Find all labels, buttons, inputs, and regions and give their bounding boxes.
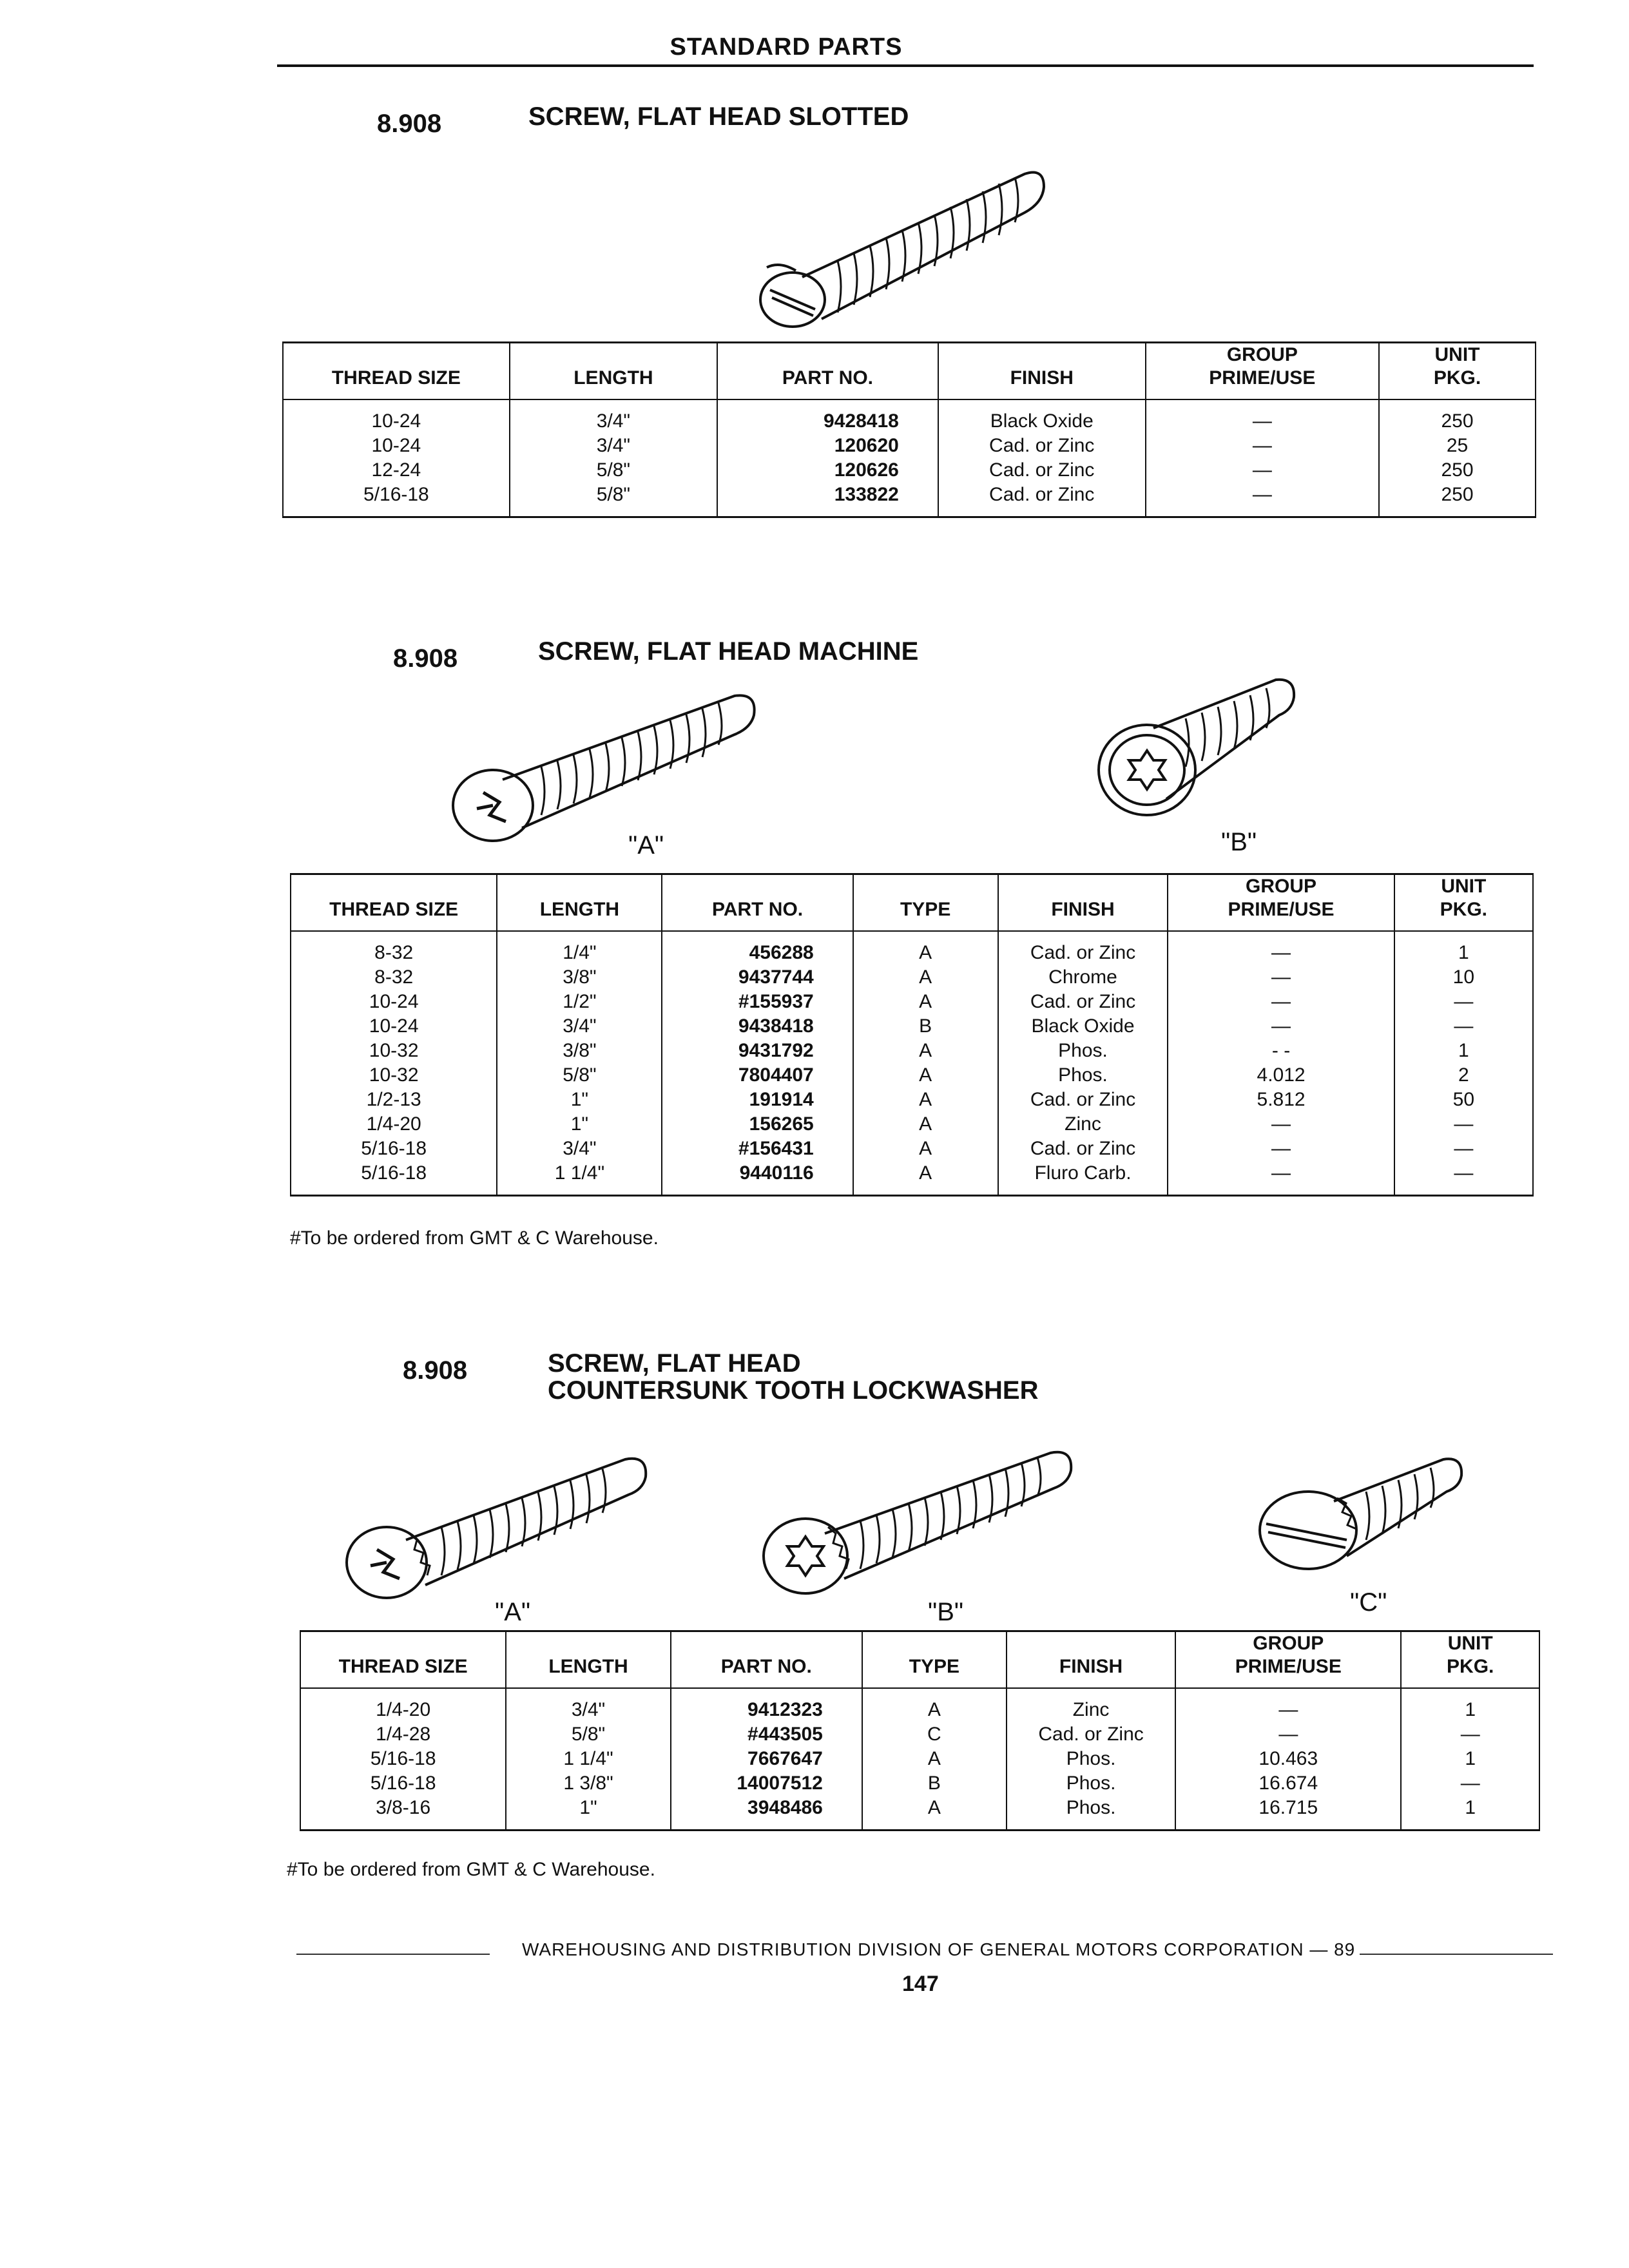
cell-group: — xyxy=(1168,1137,1394,1161)
cell-part-no: 156265 xyxy=(662,1112,853,1137)
col-group: GROUP PRIME/USE xyxy=(1168,874,1394,932)
cell-finish: Fluro Carb. xyxy=(998,1161,1168,1196)
cell-length: 1/2" xyxy=(497,990,662,1014)
cell-thread-size: 8-32 xyxy=(291,931,497,965)
cell-unit: 250 xyxy=(1379,399,1536,434)
cell-group: 5.812 xyxy=(1168,1088,1394,1112)
cell-finish: Cad. or Zinc xyxy=(998,1088,1168,1112)
col-group: GROUP PRIME/USE xyxy=(1175,1631,1401,1689)
col-length: LENGTH xyxy=(497,874,662,932)
slotted-lockwasher-screw-icon xyxy=(1257,1443,1476,1604)
col-group: GROUP PRIME/USE xyxy=(1146,343,1379,400)
cell-unit: 2 xyxy=(1394,1063,1533,1088)
table-row xyxy=(283,483,1536,517)
cell-part-no: 120626 xyxy=(717,458,938,483)
cell-unit: — xyxy=(1394,1014,1533,1039)
cell-thread-size: 1/2-13 xyxy=(291,1088,497,1112)
table-row xyxy=(291,1039,1533,1063)
table-row xyxy=(291,1137,1533,1161)
cell-finish: Zinc xyxy=(1007,1688,1175,1722)
phillips-flat-head-screw-icon xyxy=(438,683,773,850)
table-row xyxy=(300,1688,1539,1722)
table-row xyxy=(300,1771,1539,1796)
table-row xyxy=(291,1112,1533,1137)
cell-length: 5/8" xyxy=(497,1063,662,1088)
torx-lockwasher-screw-icon xyxy=(754,1437,1083,1604)
cell-part-no: 9412323 xyxy=(671,1688,862,1722)
section3-table xyxy=(300,1630,1540,1831)
cell-part-no: 9438418 xyxy=(662,1014,853,1039)
cell-group: — xyxy=(1168,1112,1394,1137)
cell-unit: — xyxy=(1401,1722,1539,1747)
col-thread-size: THREAD SIZE xyxy=(300,1631,506,1689)
cell-length: 5/8" xyxy=(510,458,717,483)
cell-part-no: 191914 xyxy=(662,1088,853,1112)
section3-label-b: "B" xyxy=(928,1598,964,1626)
cell-thread-size: 3/8-16 xyxy=(300,1796,506,1831)
cell-part-no: 7804407 xyxy=(662,1063,853,1088)
cell-length: 1/4" xyxy=(497,931,662,965)
cell-thread-size: 5/16-18 xyxy=(291,1137,497,1161)
cell-group: - - xyxy=(1168,1039,1394,1063)
cell-length: 3/4" xyxy=(497,1014,662,1039)
table-row xyxy=(291,931,1533,965)
cell-length: 1" xyxy=(497,1112,662,1137)
cell-part-no: 456288 xyxy=(662,931,853,965)
cell-type: A xyxy=(862,1747,1007,1771)
col-part-no: PART NO. xyxy=(717,343,938,400)
cell-part-no: 14007512 xyxy=(671,1771,862,1796)
col-thread-size: THREAD SIZE xyxy=(283,343,510,400)
footer-rule-left xyxy=(296,1954,490,1955)
cell-type: A xyxy=(862,1796,1007,1831)
cell-unit: 1 xyxy=(1394,1039,1533,1063)
cell-length: 3/4" xyxy=(510,434,717,458)
cell-unit: 1 xyxy=(1401,1747,1539,1771)
table-row xyxy=(291,1063,1533,1088)
footer-rule-right xyxy=(1360,1954,1553,1955)
cell-part-no: #443505 xyxy=(671,1722,862,1747)
cell-finish: Cad. or Zinc xyxy=(1007,1722,1175,1747)
cell-part-no: 133822 xyxy=(717,483,938,517)
table-row xyxy=(300,1747,1539,1771)
cell-length: 1 3/8" xyxy=(506,1771,670,1796)
cell-thread-size: 1/4-20 xyxy=(291,1112,497,1137)
col-thread-size: THREAD SIZE xyxy=(291,874,497,932)
cell-length: 1 1/4" xyxy=(506,1747,670,1771)
cell-group: — xyxy=(1168,931,1394,965)
cell-part-no: 3948486 xyxy=(671,1796,862,1831)
table-row xyxy=(300,1722,1539,1747)
col-unit: UNIT PKG. xyxy=(1379,343,1536,400)
section3-title-line2: COUNTERSUNK TOOTH LOCKWASHER xyxy=(548,1376,1039,1405)
cell-type: B xyxy=(862,1771,1007,1796)
section2-label-a: "A" xyxy=(628,831,664,860)
table-row xyxy=(283,458,1536,483)
cell-thread-size: 10-32 xyxy=(291,1039,497,1063)
cell-finish: Phos. xyxy=(998,1063,1168,1088)
cell-type: B xyxy=(853,1014,998,1039)
cell-thread-size: 5/16-18 xyxy=(300,1747,506,1771)
page-number: 147 xyxy=(902,1972,939,1996)
cell-group: — xyxy=(1175,1722,1401,1747)
cell-type: A xyxy=(853,1112,998,1137)
cell-thread-size: 5/16-18 xyxy=(291,1161,497,1196)
cell-unit: 50 xyxy=(1394,1088,1533,1112)
cell-group: 10.463 xyxy=(1175,1747,1401,1771)
section1-number: 8.908 xyxy=(377,110,442,138)
cell-thread-size: 10-24 xyxy=(283,399,510,434)
section2-title: SCREW, FLAT HEAD MACHINE xyxy=(538,637,919,666)
cell-finish: Phos. xyxy=(1007,1771,1175,1796)
cell-part-no: 9440116 xyxy=(662,1161,853,1196)
table-row xyxy=(300,1796,1539,1831)
section2-note: #To be ordered from GMT & C Warehouse. xyxy=(290,1227,659,1249)
col-type: TYPE xyxy=(853,874,998,932)
cell-thread-size: 10-24 xyxy=(283,434,510,458)
col-part-no: PART NO. xyxy=(662,874,853,932)
footer-text: WAREHOUSING AND DISTRIBUTION DIVISION OF GENERAL MOTORS CORPORATION — 89 xyxy=(522,1939,1356,1959)
section1-table xyxy=(282,341,1536,518)
cell-finish: Black Oxide xyxy=(998,1014,1168,1039)
cell-group: 4.012 xyxy=(1168,1063,1394,1088)
cell-part-no: #155937 xyxy=(662,990,853,1014)
cell-thread-size: 10-32 xyxy=(291,1063,497,1088)
cell-unit: 1 xyxy=(1394,931,1533,965)
cell-part-no: 120620 xyxy=(717,434,938,458)
cell-length: 3/4" xyxy=(497,1137,662,1161)
cell-finish: Cad. or Zinc xyxy=(998,931,1168,965)
cell-part-no: 9437744 xyxy=(662,965,853,990)
cell-length: 3/8" xyxy=(497,965,662,990)
cell-group: — xyxy=(1146,399,1379,434)
cell-part-no: 9428418 xyxy=(717,399,938,434)
cell-thread-size: 10-24 xyxy=(291,990,497,1014)
cell-unit: — xyxy=(1394,990,1533,1014)
table-row xyxy=(291,965,1533,990)
phillips-lockwasher-screw-icon xyxy=(335,1443,657,1611)
cell-thread-size: 12-24 xyxy=(283,458,510,483)
section3-label-a: "A" xyxy=(495,1598,531,1626)
table-row xyxy=(291,990,1533,1014)
cell-length: 3/8" xyxy=(497,1039,662,1063)
cell-thread-size: 8-32 xyxy=(291,965,497,990)
cell-finish: Phos. xyxy=(1007,1796,1175,1831)
cell-type: A xyxy=(853,931,998,965)
col-finish: FINISH xyxy=(1007,1631,1175,1689)
cell-length: 3/4" xyxy=(510,399,717,434)
cell-unit: 250 xyxy=(1379,483,1536,517)
cell-group: — xyxy=(1146,434,1379,458)
slotted-screw-icon xyxy=(741,155,1063,341)
cell-group: — xyxy=(1168,1161,1394,1196)
cell-type: A xyxy=(853,1088,998,1112)
cell-finish: Cad. or Zinc xyxy=(998,990,1168,1014)
col-type: TYPE xyxy=(862,1631,1007,1689)
col-length: LENGTH xyxy=(510,343,717,400)
cell-unit: — xyxy=(1394,1137,1533,1161)
cell-finish: Phos. xyxy=(998,1039,1168,1063)
cell-finish: Cad. or Zinc xyxy=(938,458,1146,483)
cell-finish: Cad. or Zinc xyxy=(998,1137,1168,1161)
header-rule xyxy=(277,64,1534,67)
table-row xyxy=(291,1014,1533,1039)
cell-thread-size: 5/16-18 xyxy=(300,1771,506,1796)
section2-label-b: "B" xyxy=(1221,828,1257,856)
col-finish: FINISH xyxy=(998,874,1168,932)
col-length: LENGTH xyxy=(506,1631,670,1689)
cell-group: — xyxy=(1146,483,1379,517)
cell-length: 1" xyxy=(506,1796,670,1831)
section2-table xyxy=(290,873,1534,1196)
cell-type: A xyxy=(853,1039,998,1063)
cell-type: A xyxy=(862,1688,1007,1722)
cell-part-no: 9431792 xyxy=(662,1039,853,1063)
table-row xyxy=(283,399,1536,434)
cell-length: 3/4" xyxy=(506,1688,670,1722)
table-row xyxy=(291,1161,1533,1196)
cell-type: A xyxy=(853,990,998,1014)
cell-finish: Zinc xyxy=(998,1112,1168,1137)
cell-group: — xyxy=(1168,990,1394,1014)
cell-type: C xyxy=(862,1722,1007,1747)
section3-label-c: "C" xyxy=(1350,1588,1387,1617)
section2-number: 8.908 xyxy=(393,644,458,673)
cell-length: 1 1/4" xyxy=(497,1161,662,1196)
cell-group: — xyxy=(1146,458,1379,483)
cell-length: 5/8" xyxy=(506,1722,670,1747)
cell-finish: Chrome xyxy=(998,965,1168,990)
cell-thread-size: 1/4-28 xyxy=(300,1722,506,1747)
cell-group: — xyxy=(1168,1014,1394,1039)
page-header: STANDARD PARTS xyxy=(670,34,903,61)
cell-group: — xyxy=(1168,965,1394,990)
table-row xyxy=(291,1088,1533,1112)
cell-type: A xyxy=(853,1161,998,1196)
cell-finish: Phos. xyxy=(1007,1747,1175,1771)
section3-note: #To be ordered from GMT & C Warehouse. xyxy=(287,1859,655,1880)
cell-group: 16.715 xyxy=(1175,1796,1401,1831)
cell-finish: Cad. or Zinc xyxy=(938,434,1146,458)
cell-length: 1" xyxy=(497,1088,662,1112)
section3-title-line1: SCREW, FLAT HEAD xyxy=(548,1349,801,1378)
cell-finish: Cad. or Zinc xyxy=(938,483,1146,517)
cell-type: A xyxy=(853,965,998,990)
cell-unit: 1 xyxy=(1401,1796,1539,1831)
col-unit: UNIT PKG. xyxy=(1394,874,1533,932)
cell-part-no: 7667647 xyxy=(671,1747,862,1771)
section1-title: SCREW, FLAT HEAD SLOTTED xyxy=(528,102,909,131)
cell-finish: Black Oxide xyxy=(938,399,1146,434)
cell-unit: — xyxy=(1394,1161,1533,1196)
cell-thread-size: 1/4-20 xyxy=(300,1688,506,1722)
cell-thread-size: 5/16-18 xyxy=(283,483,510,517)
cell-type: A xyxy=(853,1063,998,1088)
cell-unit: 25 xyxy=(1379,434,1536,458)
col-finish: FINISH xyxy=(938,343,1146,400)
cell-length: 5/8" xyxy=(510,483,717,517)
col-part-no: PART NO. xyxy=(671,1631,862,1689)
torx-flat-head-screw-icon xyxy=(1089,670,1308,831)
cell-unit: — xyxy=(1394,1112,1533,1137)
cell-unit: 1 xyxy=(1401,1688,1539,1722)
cell-thread-size: 10-24 xyxy=(291,1014,497,1039)
cell-group: 16.674 xyxy=(1175,1771,1401,1796)
section3-number: 8.908 xyxy=(403,1356,468,1385)
col-unit: UNIT PKG. xyxy=(1401,1631,1539,1689)
cell-unit: — xyxy=(1401,1771,1539,1796)
cell-group: — xyxy=(1175,1688,1401,1722)
table-row xyxy=(283,434,1536,458)
cell-unit: 10 xyxy=(1394,965,1533,990)
cell-unit: 250 xyxy=(1379,458,1536,483)
cell-type: A xyxy=(853,1137,998,1161)
cell-part-no: #156431 xyxy=(662,1137,853,1161)
